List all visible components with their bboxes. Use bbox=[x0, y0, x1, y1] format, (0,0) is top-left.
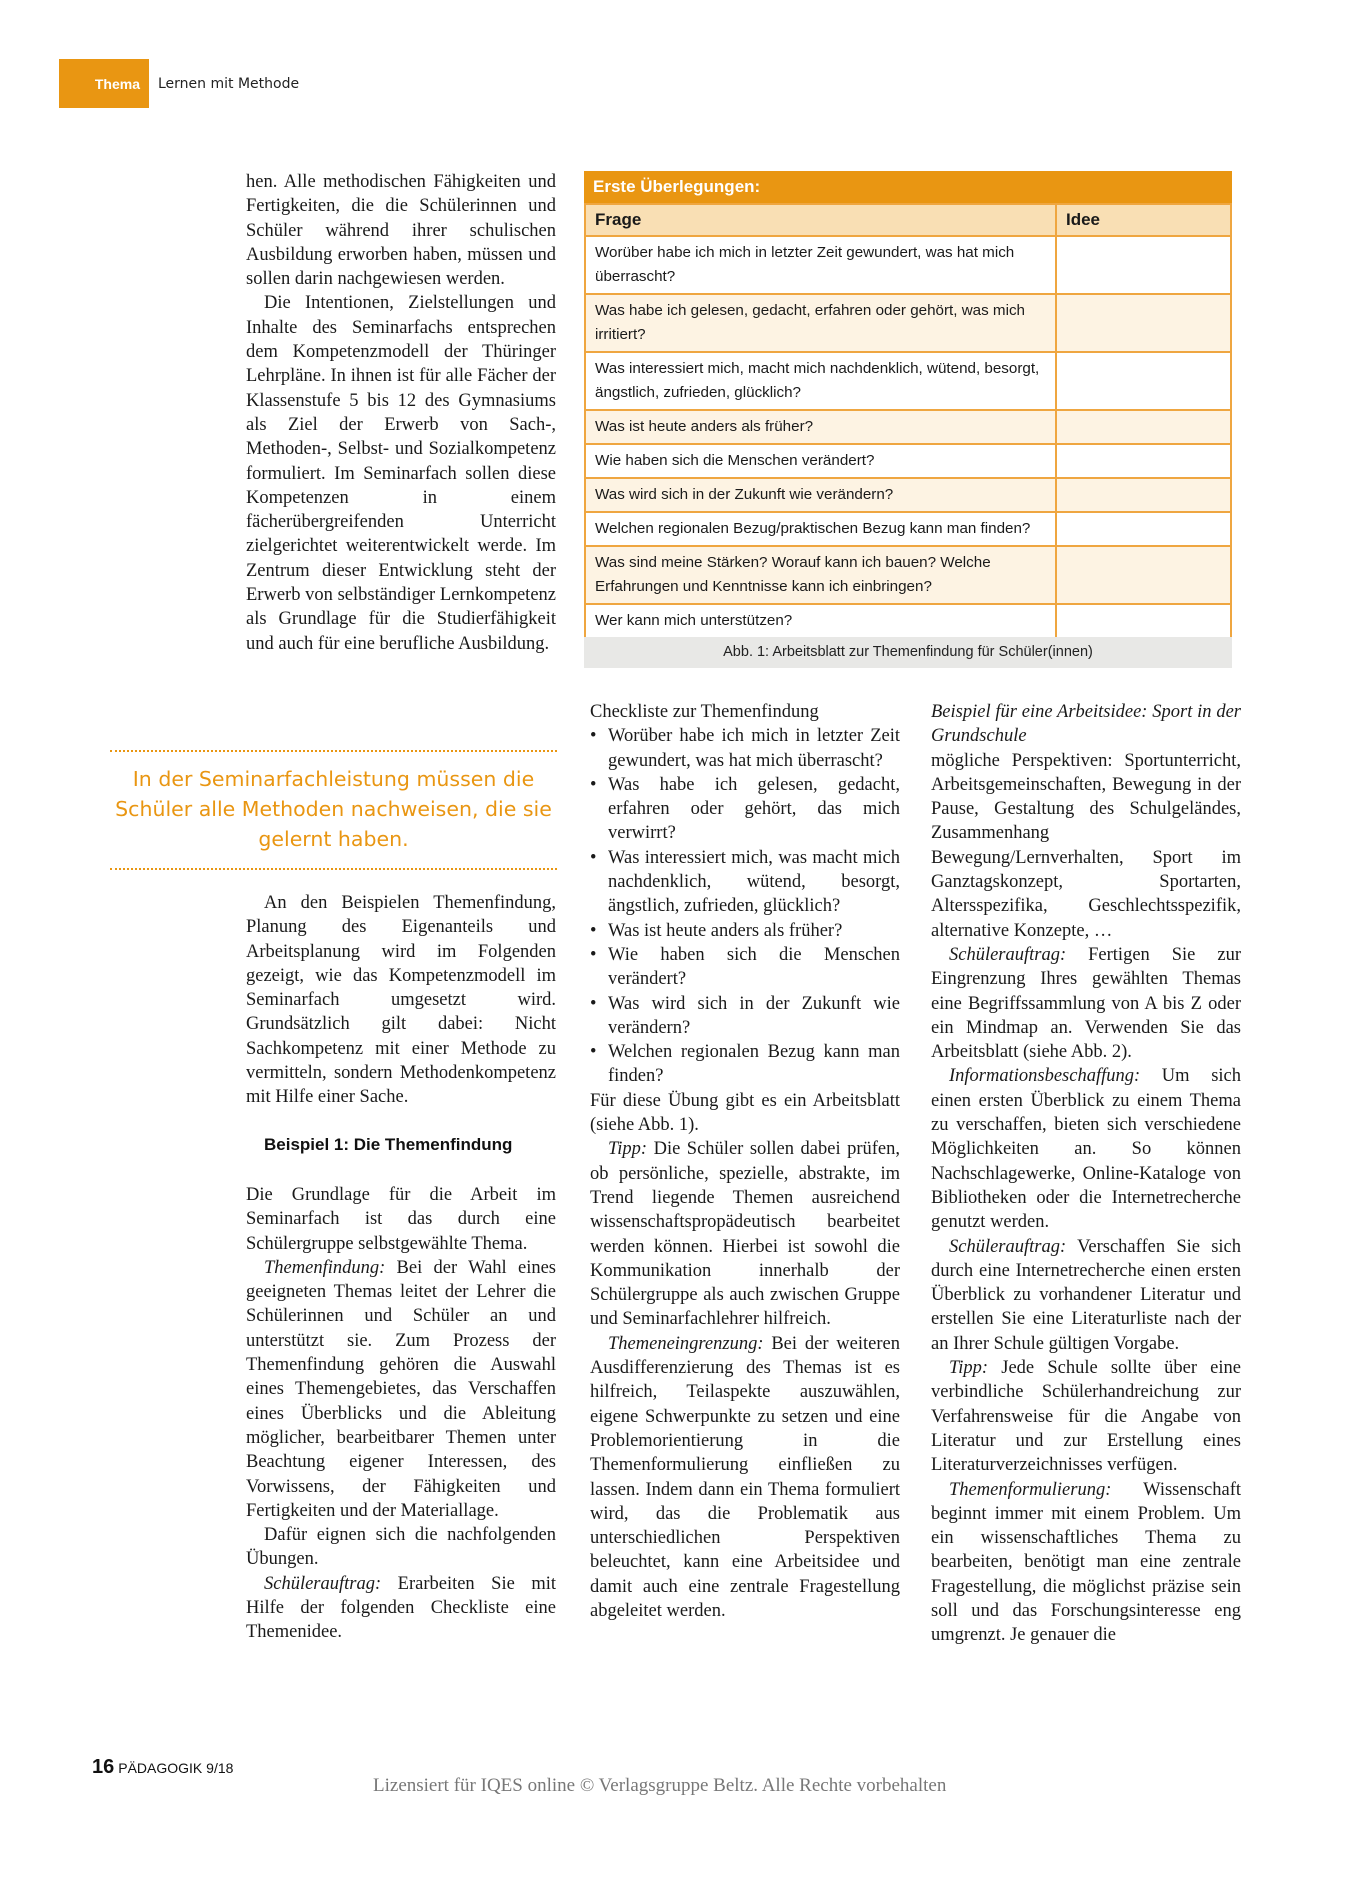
idee-cell bbox=[1056, 352, 1231, 410]
checklist-item: • Was wird sich in der Zukunft wie verändern? bbox=[590, 992, 900, 1041]
body-paragraph: Die Intentionen, Zielstellungen und Inhalte des Seminarfachs entsprechen dem Kompetenzmodell der Thüringer Lehrpläne. In ihnen ist für alle Fächer der Klassenstufe 5 bis 12 des Gymnasiums als Ziel der Erwerb von Sach-, Methoden-, Selbst- und Sozialkompetenz formuliert. Im Seminarfach sollen diese Kompetenzen in einem fächerübergreifenden Unterricht zielgerichtet weiterentwickelt werde. Im Zentrum dieser Entwicklung steht der Erwerb von selbständiger Lernkompetenz als Grundlage für die Studierfähigkeit und auch für eine berufliche Ausbildung. bbox=[246, 293, 556, 654]
frage-cell: Was ist heute anders als früher? bbox=[585, 410, 1056, 444]
idee-cell bbox=[1056, 236, 1231, 294]
section-tag-label: Thema bbox=[94, 76, 140, 92]
idee-cell bbox=[1056, 294, 1231, 352]
body-paragraph: hen. Alle methodischen Fähigkeiten und Fertigkeiten, die die Schülerinnen und Schüler während ihrer schulischen Ausbildung erworben haben, müssen und sollen darin nachgewiesen werden. bbox=[246, 172, 556, 290]
run-in-label: Tipp: bbox=[608, 1139, 648, 1160]
idee-cell bbox=[1056, 478, 1231, 512]
body-paragraph: mögliche Perspektiven: Sportunterricht, Arbeitsgemeinschaften, Bewegung in der Pause, Gestaltung des Schulgeländes, Zusammenhang Bewegung/Lernverhalten, Sport im Ganztagskonzept, Sportarten, Altersspezifika, Geschlechtsspezifik, alternative Konzepte, … bbox=[931, 750, 1241, 941]
frage-cell: Worüber habe ich mich in letzter Zeit gewundert, was hat mich überrascht? bbox=[585, 236, 1056, 294]
table-row bbox=[585, 546, 1231, 604]
worksheet-title: Erste Überlegungen: bbox=[584, 171, 1232, 203]
section-tag bbox=[59, 59, 149, 108]
table-row bbox=[585, 236, 1231, 294]
table-row bbox=[585, 352, 1231, 410]
frage-cell: Was habe ich gelesen, gedacht, erfahren oder gehört, was mich irritiert? bbox=[585, 294, 1056, 352]
run-in-label: Schülerauftrag: bbox=[949, 1236, 1067, 1257]
column-3 bbox=[931, 700, 1241, 1648]
example-title: Beispiel für eine Arbeitsidee: Sport in der Grundschule bbox=[931, 702, 1241, 747]
frage-cell: Was wird sich in der Zukunft wie verändern? bbox=[585, 478, 1056, 512]
checklist-item: • Worüber habe ich mich in letzter Zeit gewundert, was hat mich überrascht? bbox=[590, 724, 900, 773]
run-in-label: Schülerauftrag: bbox=[264, 1573, 382, 1594]
subheading: Beispiel 1: Die Themenfindung bbox=[264, 1135, 513, 1154]
publication-name: PÄDAGOGIK 9/18 bbox=[118, 1760, 234, 1776]
body-paragraph: Informationsbeschaffung: Um sich einen ersten Überblick zu einem Thema zu verschaffen, bieten sich verschiedene Möglichkeiten an. So können Nachschlagewerke, Online-Kataloge von Bibliotheken oder die Internetrecherche genutzt werden. bbox=[931, 1066, 1241, 1233]
frage-cell: Wer kann mich unterstützen? bbox=[585, 604, 1056, 637]
checklist-item: • Welchen regionalen Bezug kann man finden? bbox=[590, 1040, 900, 1089]
frage-cell: Welchen regionalen Bezug/praktischen Bezug kann man finden? bbox=[585, 512, 1056, 546]
running-header-title: Lernen mit Methode bbox=[158, 76, 300, 92]
column-2 bbox=[590, 700, 900, 1623]
body-paragraph: Themenformulierung: Wissenschaft beginnt immer mit einem Problem. Um ein wissenschaftliches Thema zu bearbeiten, benötigt man eine zentrale Fragestellung, die möglichst präzise sein soll und das Forschungsinteresse eng umgrenzt. Je genauer die bbox=[931, 1479, 1241, 1646]
run-in-label: Informationsbeschaffung: bbox=[949, 1066, 1141, 1087]
body-paragraph: Für diese Übung gibt es ein Arbeitsblatt (siehe Abb. 1). bbox=[590, 1090, 900, 1136]
table-header-row bbox=[585, 204, 1231, 236]
table-row bbox=[585, 478, 1231, 512]
run-in-label: Themeneingrenzung: bbox=[608, 1333, 764, 1354]
column-1-middle bbox=[246, 891, 556, 1110]
body-paragraph: Themeneingrenzung: Bei der weiteren Ausdifferenzierung des Themas ist es hilfreich, Teilaspekte auszuwählen, eigene Schwerpunkte zu setzen und eine Problemorientierung in die Themenformulierung einfließen zu lassen. Indem dann ein Thema formuliert wird, das die Problematik aus unterschiedlichen Perspektiven beleuchtet, kann eine Arbeitsidee und damit auch eine zentrale Fragestellung abgeleitet werden. bbox=[590, 1333, 900, 1621]
dotted-divider-bottom bbox=[110, 868, 557, 870]
checklist bbox=[590, 724, 900, 1088]
page-number: 16 bbox=[92, 1756, 115, 1778]
idee-cell bbox=[1056, 410, 1231, 444]
body-paragraph: Themenfindung: Bei der Wahl eines geeigneten Themas leitet der Lehrer die Schülerinnen und Schüler an und unterstützt sie. Zum Prozess der Themenfindung gehören die Auswahl eines Themengebietes, das Verschaffen eines Überblicks und die Ableitung möglicher, bearbeitbarer Themen unter Beachtung eigener Interessen, des Vorwissens, der Fähigkeiten und Fertigkeiten und der Materiallage. bbox=[246, 1257, 556, 1521]
worksheet-figure bbox=[584, 171, 1232, 668]
body-paragraph: Tipp: Jede Schule sollte über eine verbindliche Schülerhandreichung zur Verfahrensweise für die Angabe von Literatur und zur Erstellung eines Literaturverzeichnisses verfügen. bbox=[931, 1358, 1241, 1476]
run-in-label: Tipp: bbox=[949, 1358, 989, 1379]
license-notice: Lizensiert für IQES online © Verlagsgruppe Beltz. Alle Rechte vorbehalten bbox=[373, 1775, 947, 1796]
checklist-item: • Was habe ich gelesen, gedacht, erfahren oder gehört, das mich verwirrt? bbox=[590, 773, 900, 846]
column-header-idee: Idee bbox=[1056, 204, 1231, 236]
page-footer bbox=[92, 1756, 233, 1779]
run-in-label: Schülerauftrag: bbox=[949, 944, 1067, 965]
checklist-title: Checkliste zur Themenfindung bbox=[590, 702, 819, 722]
idee-cell bbox=[1056, 444, 1231, 478]
table-row bbox=[585, 294, 1231, 352]
checklist-item: • Wie haben sich die Menschen verändert? bbox=[590, 943, 900, 992]
table-row bbox=[585, 444, 1231, 478]
idee-cell bbox=[1056, 512, 1231, 546]
body-paragraph: Schülerauftrag: Fertigen Sie zur Eingrenzung Ihres gewählten Themas eine Begriffssammlung von A bis Z oder ein Mindmap an. Verwenden Sie das Arbeitsblatt (siehe Abb. 2). bbox=[931, 944, 1241, 1063]
body-paragraph: An den Beispielen Themenfindung, Planung des Eigenanteils und Arbeitsplanung wird im Folgenden gezeigt, wie das Kompetenzmodell im Seminarfach umgesetzt wird. Grundsätzlich gilt dabei: Nicht Sachkompetenz mit einer Methode zu vermitteln, sondern Methodenkompetenz mit Hilfe einer Sache. bbox=[246, 893, 556, 1108]
table-row bbox=[585, 604, 1231, 637]
checklist-item: • Was ist heute anders als früher? bbox=[590, 919, 900, 943]
pull-quote bbox=[110, 750, 557, 870]
checklist-item: • Was interessiert mich, was macht mich nachdenklich, wütend, besorgt, ängstlich, zufrieden, glücklich? bbox=[590, 846, 900, 919]
body-paragraph: Schülerauftrag: Erarbeiten Sie mit Hilfe der folgenden Checkliste eine Themenidee. bbox=[246, 1573, 556, 1643]
frage-cell: Wie haben sich die Menschen verändert? bbox=[585, 444, 1056, 478]
idee-cell bbox=[1056, 604, 1231, 637]
body-paragraph: Dafür eignen sich die nachfolgenden Übungen. bbox=[246, 1525, 556, 1570]
pull-quote-text: In der Seminarfachleistung müssen die Schüler alle Methoden nachweisen, die sie gelernt haben. bbox=[115, 767, 552, 851]
column-1-bottom bbox=[246, 1183, 556, 1645]
table-row bbox=[585, 410, 1231, 444]
body-paragraph: Die Grundlage für die Arbeit im Seminarfach ist das durch eine Schülergruppe selbstgewählte Thema. bbox=[246, 1185, 556, 1254]
worksheet-table bbox=[584, 203, 1232, 637]
body-paragraph: Tipp: Die Schüler sollen dabei prüfen, ob persönliche, spezielle, abstrakte, im Trend liegende Themen ausreichend wissenschaftspropädeutisch bearbeitet werden können. Hierbei ist sowohl die Kommunikation innerhalb der Schülergruppe als auch zwischen Gruppe und Seminarfachlehrer hilfreich. bbox=[590, 1139, 900, 1330]
body-paragraph: Schülerauftrag: Verschaffen Sie sich durch eine Internetrecherche einen ersten Überblick zu vorhandener Literatur und erstellen Sie eine Literaturliste nach der an Ihrer Schule gültigen Vorgabe. bbox=[931, 1236, 1241, 1354]
idee-cell bbox=[1056, 546, 1231, 604]
table-row bbox=[585, 512, 1231, 546]
column-header-frage: Frage bbox=[585, 204, 1056, 236]
figure-caption: Abb. 1: Arbeitsblatt zur Themenfindung für Schüler(innen) bbox=[584, 637, 1232, 668]
column-1-top bbox=[246, 170, 556, 656]
run-in-label: Themenformulierung: bbox=[949, 1479, 1112, 1500]
frage-cell: Was sind meine Stärken? Worauf kann ich bauen? Welche Erfahrungen und Kenntnisse kann ich einbringen? bbox=[585, 546, 1056, 604]
frage-cell: Was interessiert mich, macht mich nachdenklich, wütend, besorgt, ängstlich, zufrieden, glücklich? bbox=[585, 352, 1056, 410]
run-in-label: Themenfindung: bbox=[264, 1257, 386, 1278]
